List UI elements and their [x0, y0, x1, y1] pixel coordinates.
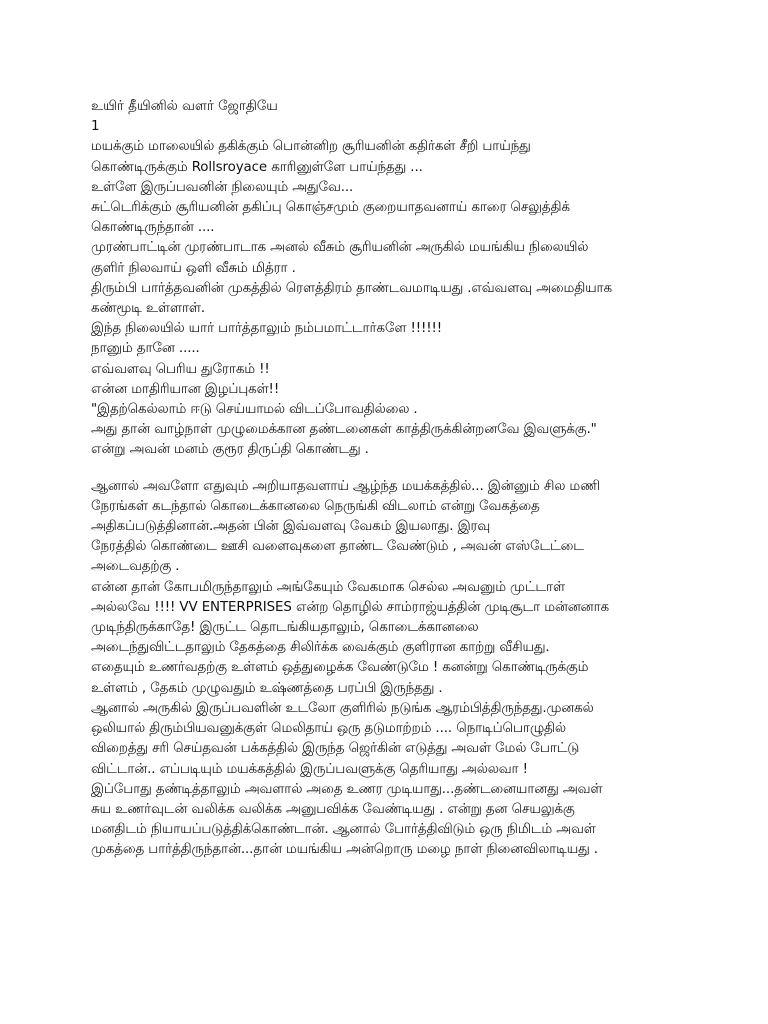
- chapter-number: 1: [91, 119, 100, 135]
- text-line: அது தான் வாழ்நாள் முழுமைக்கான தண்டனைகள் காத்திருக்கின்றனவே இவளுக்கு.": [91, 422, 597, 438]
- text-line: உள்ளம் , தேகம் முழுவதும் உஷ்ணத்தை பரப்பி இருந்தது .: [91, 680, 443, 696]
- text-line: முரண்பாட்டின் முரண்பாடாக அனல் வீசும் சூரியனின் அருகில் மயங்கிய நிலையில்: [91, 240, 589, 256]
- text-line: என்று அவன் மனம் குரூர திருப்தி கொண்டது .: [91, 442, 369, 458]
- story-title: உயிர் தீயினில் வளர் ஜோதியே: [91, 99, 278, 114]
- document-body: [91, 97, 731, 861]
- text-line: அதிகப்படுத்தினான்.அதன் பின் இவ்வளவு வேகம் இயலாது. இரவு: [91, 519, 491, 535]
- text-line: சுட்டெரிக்கும் சூரியனின் தகிப்பு கொஞ்சமும் குறையாதவனாய் காரை செலுத்திக்: [91, 200, 570, 216]
- text-line: விறைத்து சரி செய்தவன் பக்கத்தில் இருந்த ஜெர்கின் எடுத்து அவள் மேல் போட்டு: [91, 741, 580, 757]
- text-line: கொண்டிருந்தான் ....: [91, 220, 215, 236]
- paragraph-2: [91, 477, 731, 861]
- text-line: எதையும் உணர்வதற்கு உள்ளம் ஒத்துழைக்க வேண்டுமே ! கனன்று கொண்டிருக்கும்: [91, 660, 589, 676]
- text-line: குளிர் நிலவாய் ஒளி வீசும் மித்ரா .: [91, 260, 296, 276]
- text-line: ஆனால் அவளோ எதுவும் அறியாதவளாய் ஆழ்ந்த மயக்கத்தில்... இன்னும் சில மணி: [91, 478, 600, 494]
- text-line: ஒலியால் திரும்பியவனுக்குள் மெலிதாய் ஒரு தடுமாற்றம் .... நொடிப்பொழுதில்: [91, 721, 566, 737]
- text-line: அடைந்துவிட்டதாலும் தேகத்தை சிலிர்க்க வைக்கும் குளிரான காற்று வீசியது.: [91, 640, 550, 656]
- text-line: இப்போது தண்டித்தாலும் அவளால் அதை உணர முடியாது...தண்டனையானது அவள்: [91, 781, 603, 797]
- text-line: நானும் தானே .....: [91, 341, 200, 357]
- text-line: ஆனால் அருகில் இருப்பவளின் உடலோ குளிரில் நடுங்க ஆரம்பித்திருந்தது.முனகல்: [91, 700, 594, 716]
- text-line: கண்மூடி உள்ளாள்.: [91, 301, 205, 317]
- text-line: முகத்தை பார்த்திருந்தான்...தான் மயங்கிய அன்றொரு மழை நாள் நினைவிலாடியது .: [91, 842, 598, 858]
- text-line: மனதிடம் நியாயப்படுத்திக்கொண்டான். ஆனால் போர்த்திவிடும் ஒரு நிமிடம் அவள்: [91, 822, 596, 838]
- text-line: கொண்டிருக்கும் Rollsroyace காரினுள்ளே பாய்ந்தது ...: [91, 159, 423, 175]
- text-line: இந்த நிலையில் யார் பார்த்தாலும் நம்பமாட்டார்களே !!!!!!: [91, 321, 443, 337]
- text-line: அல்லவே !!!! VV ENTERPRISES என்ற தொழில் சாம்ராஜ்யத்தின் முடிசூடா மன்னனாக: [91, 599, 609, 615]
- text-line: உள்ளே இருப்பவனின் நிலையும் அதுவே...: [91, 179, 354, 195]
- text-line: முடிந்திருக்காதே! இருட்ட தொடங்கியதாலும், கொடைக்கானலை: [91, 620, 479, 636]
- text-line: "இதற்கெல்லாம் ஈடு செய்யாமல் விடப்போவதில்லை .: [91, 402, 418, 418]
- text-line: எவ்வளவு பெரிய துரோகம் !!: [91, 361, 270, 377]
- paragraph-gap: [91, 461, 731, 477]
- text-line: மயக்கும் மாலையில் தகிக்கும் பொன்னிற சூரியனின் கதிர்கள் சீறி பாய்ந்து: [91, 139, 531, 155]
- text-line: திரும்பி பார்த்தவனின் முகத்தில் ரௌத்திரம் தாண்டவமாடியது .எவ்வளவு அமைதியாக: [91, 280, 612, 296]
- text-line: அடைவதற்கு .: [91, 559, 180, 575]
- paragraph-1: [91, 137, 731, 460]
- text-line: என்ன தான் கோபமிருந்தாலும் அங்கேயும் வேகமாக செல்ல அவனும் முட்டாள்: [91, 579, 565, 595]
- text-line: நேரத்தில் கொண்டை ஊசி வளைவுகளை தாண்ட வேண்டும் , அவன் எஸ்டேட்டை: [91, 539, 584, 555]
- text-line: என்ன மாதிரியான இழப்புகள்!!: [91, 381, 280, 397]
- text-line: விட்டான்.. எப்படியும் மயக்கத்தில் இருப்பவளுக்கு தெரியாது அல்லவா !: [91, 761, 528, 777]
- text-line: நேரங்கள் கடந்தால் கொடைக்கானலை நெருங்கி விடலாம் என்று வேகத்தை: [91, 498, 540, 514]
- text-line: சுய உணர்வுடன் வலிக்க வலிக்க அனுபவிக்க வேண்டியது . என்று தன செயலுக்கு: [91, 801, 575, 817]
